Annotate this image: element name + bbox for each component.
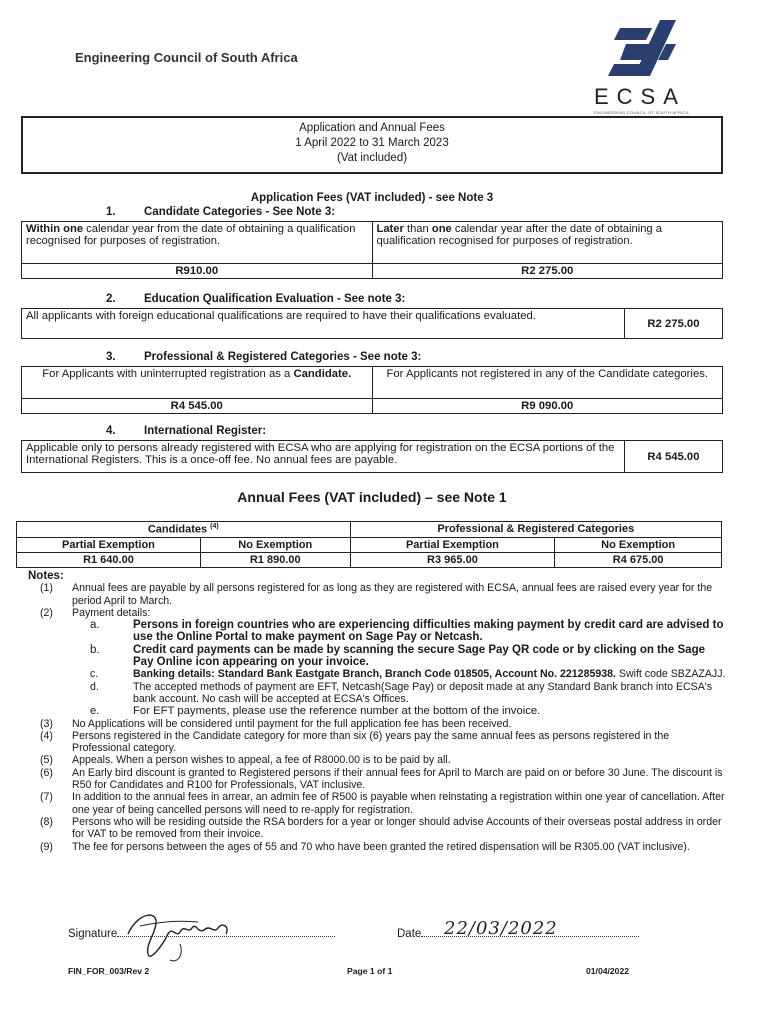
note-2c: c. Banking details: Standard Bank Eastgate Branch, Branch Code 018505, Account No. 221285938. Swift code SBZAZAJJ. — [90, 668, 726, 681]
application-fees-heading: Application Fees (VAT included) - see Note 3 — [250, 192, 494, 204]
international-register-fee: R4 545.00 — [624, 441, 722, 473]
prof-uninterrupted-cell: For Applicants with uninterrupted registration as a Candidate. — [22, 367, 373, 399]
section-1-heading — [106, 206, 335, 218]
note-5: (5) Appeals. When a person wishes to appeal, a fee of R8000.00 is to be paid by all. — [40, 754, 451, 767]
logo-subtext: ENGINEERING COUNCIL OF SOUTH AFRICA — [594, 110, 689, 115]
cand-later-fee: R2 275.00 — [372, 264, 723, 279]
note-7: (7) In addition to the annual fees in arrear, an admin fee of R500 is payable when reinstating a registration within one year of cancellation. After one year of being cancelled persons will need to re-apply for registration. — [40, 791, 725, 816]
cand-within-fee: R910.00 — [22, 264, 373, 279]
section-3-heading — [106, 351, 421, 363]
date-label: Date — [397, 928, 422, 940]
signature-label: Signature — [68, 928, 118, 940]
annual-candidates-header: Candidates $^{(4)}$ — [17, 522, 351, 538]
handwritten-signature — [118, 904, 248, 966]
annual-col-1: Partial Exemption — [17, 537, 201, 552]
title-line-2: 1 April 2022 to 31 March 2023 — [295, 137, 449, 149]
note-2b: b. Credit card payments can be made by scanning the secure Sage Pay QR code or by clicking on the Sage Pay Online icon appearing on your invoice. — [90, 643, 705, 669]
section-2-heading — [106, 293, 405, 305]
education-evaluation-fee: R2 275.00 — [624, 309, 722, 339]
annual-val-1: R1 640.00 — [17, 552, 201, 567]
note-4: (4) Persons registered in the Candidate category for more than six (6) years pay the same annual fees as persons registered in the Professional category. — [40, 729, 670, 755]
org-name: Engineering Council of South Africa — [75, 50, 298, 65]
notes-section — [28, 570, 728, 853]
annual-val-4: R4 675.00 — [555, 552, 722, 567]
international-register-text: Applicable only to persons already registered with ECSA who are applying for registration on the ECSA portions of the International Registers. This is a once-off fee. No annual fees are payable. — [22, 441, 625, 473]
cand-within-cell: Within one calendar year from the date of obtaining a qualification recognised for purposes of registration. — [22, 222, 373, 264]
note-8: (8) Persons who will be residing outside the RSA borders for a year or longer should advise Accounts of their overseas postal address in order for VAT to be removed from their invoice. — [40, 815, 722, 841]
note-3: (3) No Applications will be considered until payment for the full application fee has been received. — [40, 717, 512, 730]
section-4-heading — [106, 425, 266, 437]
title-line-1: Application and Annual Fees — [299, 122, 445, 134]
education-evaluation-text: All applicants with foreign educational qualifications are required to have their qualifications evaluated. — [22, 309, 625, 339]
note-2: (2) Payment details: — [40, 606, 151, 619]
prof-not-registered-cell: For Applicants not registered in any of the Candidate categories. — [372, 367, 723, 399]
prof-uninterrupted-fee: R4 545.00 — [22, 399, 373, 414]
prof-not-registered-fee: R9 090.00 — [372, 399, 723, 414]
notes-heading: Notes: — [28, 570, 64, 582]
section-2-title: Education Qualification Evaluation - See note 3: — [144, 293, 406, 305]
annual-col-4: No Exemption — [555, 537, 722, 552]
section-3-title: Professional & Registered Categories - See note 3: — [144, 351, 422, 363]
cand-later-cell: Later than one calendar year after the date of obtaining a qualification recognised for purposes of registration. — [372, 222, 723, 264]
note-6: (6) An Early bird discount is granted to Registered persons if their annual fees for April to March are paid on or before 30 June. The discount is R50 for Candidates and R100 for Professionals, VAT inclusive. — [40, 766, 723, 792]
logo-text: ECSA — [594, 84, 686, 109]
annual-professional-header: Professional & Registered Categories — [350, 522, 721, 538]
section-1-number: 1. — [106, 206, 116, 218]
handwritten-date: 22/03/2022 — [444, 918, 558, 939]
section-2-number: 2. — [106, 293, 116, 305]
note-1: (1) Annual fees are payable by all persons registered for as long as they are registered with ECSA, annual fees are raised every year for the period April to March. — [40, 582, 713, 607]
ecsa-logo-mark-icon — [590, 18, 700, 88]
note-9: (9) The fee for persons between the ages of 55 and 70 who have been granted the retired dispensation will be R305.00 (VAT inclusive). — [40, 840, 690, 853]
annual-col-2: No Exemption — [200, 537, 350, 552]
candidate-categories-table — [21, 221, 723, 279]
annual-col-3: Partial Exemption — [350, 537, 555, 552]
professional-categories-table — [21, 366, 723, 414]
title-line-3: (Vat included) — [336, 152, 408, 164]
note-2a: a. Persons in foreign countries who are experiencing difficulties making payment by credit card are advised to use the Online Portal to make payment on Sage Pay or Netcash. — [90, 619, 724, 644]
page-number: Page 1 of 1 — [347, 966, 393, 976]
section-3-number: 3. — [106, 351, 116, 363]
annual-val-3: R3 965.00 — [350, 552, 555, 567]
note-2d: d. The accepted methods of payment are EFT, Netcash(Sage Pay) or deposit made at any Standard Bank branch into ECSA's bank account. No cash will be accepted at ECSA's Offices. — [90, 680, 713, 705]
section-1-title: Candidate Categories - See Note 3: — [144, 206, 336, 218]
footer-date: 01/04/2022 — [586, 966, 630, 976]
international-register-table — [21, 440, 723, 473]
education-evaluation-table — [21, 308, 723, 339]
annual-fees-heading: Annual Fees (VAT included) – see Note 1 — [237, 489, 507, 505]
annual-fees-table — [16, 521, 722, 568]
title-box — [21, 116, 723, 174]
note-2e: e. For EFT payments, please use the reference number at the bottom of the invoice. — [90, 705, 541, 718]
form-code: FIN_FOR_003/Rev 2 — [68, 966, 150, 976]
annual-val-2: R1 890.00 — [200, 552, 350, 567]
section-4-number: 4. — [106, 425, 116, 437]
section-4-title: International Register: — [144, 425, 267, 437]
